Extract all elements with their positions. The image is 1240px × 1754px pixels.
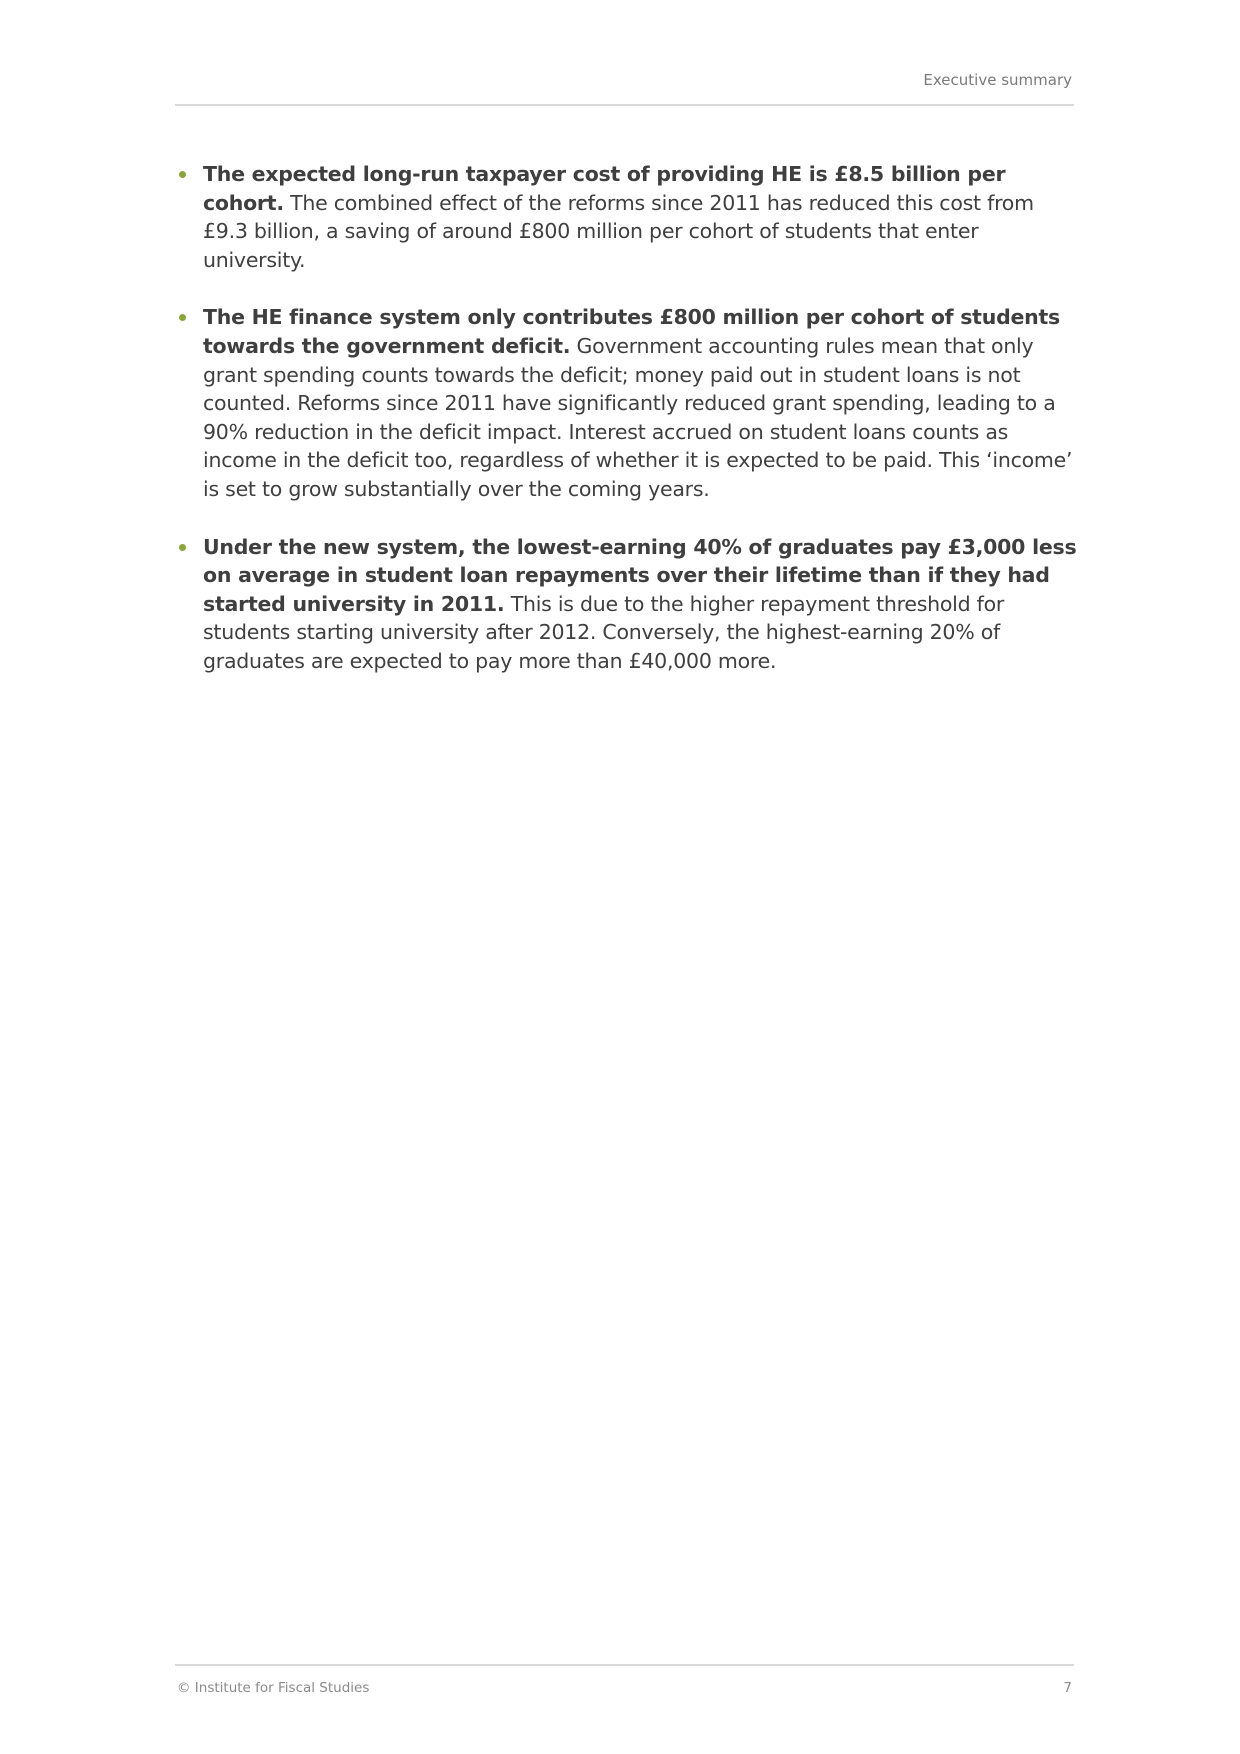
key-finding-headline: The HE finance system only contributes £800 million per cohort of students towards the government deficit. <box>203 305 1060 358</box>
key-finding-body: Government accounting rules mean that only grant spending counts towards the deficit; money paid out in student loans is not counted. Reforms since 2011 have significantly reduced grant spending, leading to a 90% reduction in the deficit impact. Interest accrued on student loans counts as income in the deficit too, regardless of whether it is expected to be paid. This ‘income’ is set to grow substantially over the coming years. <box>203 333 1073 501</box>
key-findings-list <box>177 160 1077 705</box>
key-finding-item <box>177 160 1077 274</box>
key-finding-headline: Under the new system, the lowest-earning 40% of graduates pay £3,000 less on average in student loan repayments over their lifetime than if they had started university in 2011. <box>203 534 1077 616</box>
key-finding-item <box>177 533 1077 676</box>
bullet-dot-icon <box>179 171 186 178</box>
running-header-section-title: Executive summary <box>923 71 1072 89</box>
bullet-dot-icon <box>179 544 186 551</box>
key-finding-body: This is due to the higher repayment threshold for students starting university after 2012. Conversely, the highest-earning 20% of graduates are expected to pay more than £40,000 more. <box>203 591 1005 673</box>
page-number: 7 <box>1063 1680 1072 1696</box>
header-divider <box>175 104 1074 106</box>
key-finding-headline: The expected long-run taxpayer cost of providing HE is £8.5 billion per cohort. <box>203 162 1006 215</box>
footer-copyright: © Institute for Fiscal Studies <box>177 1680 370 1696</box>
key-finding-body: The combined effect of the reforms since 2011 has reduced this cost from £9.3 billion, a saving of around £800 million per cohort of students that enter university. <box>203 190 1034 272</box>
key-finding-item <box>177 303 1077 503</box>
bullet-dot-icon <box>179 314 186 321</box>
footer-divider <box>175 1664 1074 1666</box>
